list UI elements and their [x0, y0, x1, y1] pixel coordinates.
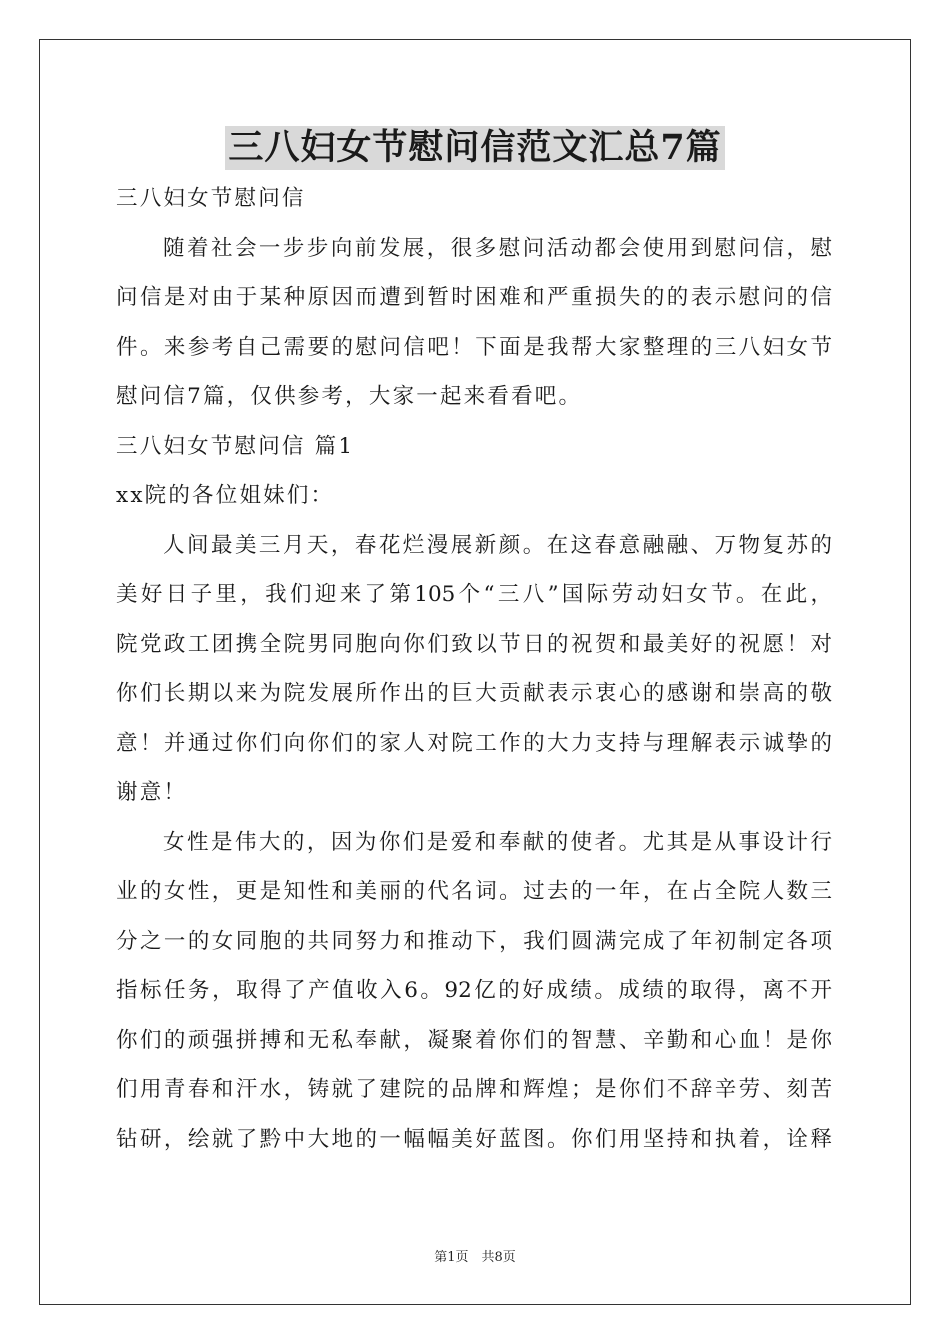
- paragraph-line: 慰问信7篇，仅供参考，大家一起来看看吧。: [116, 384, 583, 409]
- paragraph-line: 问信是对由于某种原因而遭到暂时困难和严重损失的的表示慰问的信: [116, 285, 832, 310]
- paragraph-line: 你们长期以来为院发展所作出的巨大贡献表示衷心的感谢和崇高的敬: [116, 681, 832, 706]
- salutation: xx院的各位姐妹们：: [116, 483, 335, 508]
- document-body: [116, 181, 832, 1171]
- paragraph-line: 人间最美三月天，春花烂漫展新颜。在这春意融融、万物复苏的: [163, 532, 832, 558]
- paragraph-line: 意！并通过你们向你们的家人对院工作的大力支持与理解表示诚挚的: [116, 730, 832, 756]
- section-heading: 三八妇女节慰问信 篇1: [116, 433, 355, 459]
- paragraph-line: 们用青春和汗水，铸就了建院的品牌和辉煌；是你们不辞辛劳、刻苦: [116, 1077, 832, 1102]
- paragraph-line: 件。来参考自己需要的慰问信吧！下面是我帮大家整理的三八妇女节: [116, 334, 832, 360]
- paragraph-line: 业的女性，更是知性和美丽的代名词。过去的一年，在占全院人数三: [116, 879, 832, 904]
- paragraph-line: 随着社会一步步向前发展，很多慰问活动都会使用到慰问信，慰: [163, 235, 832, 261]
- page-footer: 第1页 共8页: [434, 1250, 516, 1265]
- paragraph-line: 谢意！: [116, 780, 188, 805]
- paragraph-line: 女性是伟大的，因为你们是爱和奉献的使者。尤其是从事设计行: [163, 829, 832, 855]
- paragraph-line: 钻研，绘就了黔中大地的一幅幅美好蓝图。你们用坚持和执着，诠释: [116, 1126, 832, 1152]
- paragraph-line: 分之一的女同胞的共同努力和推动下，我们圆满完成了年初制定各项: [116, 928, 832, 954]
- section-heading: 三八妇女节慰问信: [116, 186, 306, 211]
- paragraph-line: 指标任务，取得了产值收入6。92亿的好成绩。成绩的取得，离不开: [116, 978, 832, 1003]
- title-container: [0, 126, 950, 170]
- document-title: 三八妇女节慰问信范文汇总7篇: [225, 126, 724, 170]
- paragraph-line: 你们的顽强拼搏和无私奉献，凝聚着你们的智慧、辛勤和心血！是你: [116, 1027, 832, 1053]
- paragraph-line: 美好日子里，我们迎来了第105个“三八”国际劳动妇女节。在此，: [116, 582, 832, 607]
- paragraph-line: 院党政工团携全院男同胞向你们致以节日的祝贺和最美好的祝愿！对: [116, 631, 832, 657]
